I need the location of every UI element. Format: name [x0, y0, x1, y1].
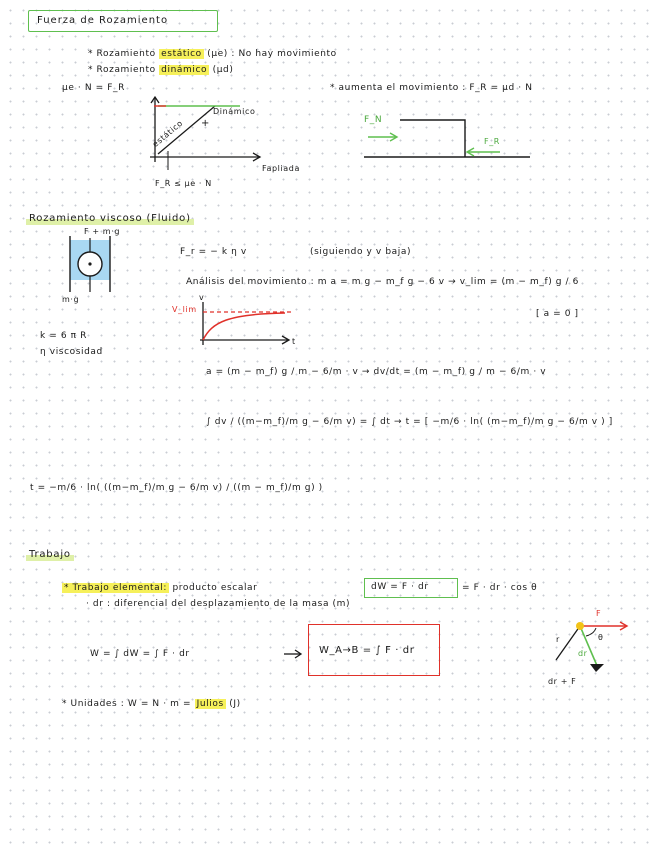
eq-work-integral: W = ∫ dW = ∫ F · dr [90, 649, 190, 659]
work-elemental-text: producto escalar [172, 583, 258, 593]
diag-f-label: F [596, 609, 602, 618]
eq-bracket: [ a = 0 ] [536, 309, 579, 319]
work-units-line [62, 700, 241, 710]
graph-label-static: estático [150, 118, 185, 149]
work-units-text: * Unidades : W = N · m = [62, 699, 195, 709]
eq-integral: ∫ dv / ((m−m_f)/m g − 6/m v) = ∫ dt → t = [ −m/6 · ln( (m−m_f)/m g − 6/m v ) ] [206, 417, 613, 427]
graph-t-label: t [292, 337, 296, 346]
eq-acceleration: a = (m − m_f) g / m − 6/m · v → dv/dt = (m − m_f) g / m − 6/m · v [206, 367, 547, 377]
mass-point [576, 622, 584, 630]
diag-dr-label: dr [578, 649, 588, 658]
work-units-suffix: (J) [229, 699, 241, 709]
work-dr-definition: · dr : diferencial del desplazamiento de la masa (m) [86, 599, 351, 609]
graph-label-dynamic: Dinámico [213, 107, 256, 116]
graph-x-label: Fapliada [262, 164, 300, 173]
work-elemental-tail: = F · dr · cos θ [462, 583, 538, 593]
bullet-dynamic-label: * Rozamiento [88, 65, 156, 75]
diag-theta-label: θ [598, 633, 604, 642]
bullet-dynamic-rest: (μd) [212, 65, 234, 75]
page-title: Fuerza de Rozamiento [37, 15, 169, 26]
work-elemental-box-text: dW = F · dr [371, 582, 429, 592]
work-units-highlight: Julios [196, 699, 224, 709]
note-movement: * aumenta el movimiento : F_R = μd · N [330, 83, 533, 93]
work-result-text: W_A→B = ∫ F · dr [319, 645, 415, 656]
bullet-static-rest: (μe) : No hay movimiento [207, 49, 337, 59]
work-elemental-highlight: * Trabajo elemental: [64, 583, 168, 593]
eq-mu: μe · N = F_R [62, 83, 125, 93]
eq-analysis: Análisis del movimiento : m a = m g − m_f g − 6 v → v_lim = (m − m_f) g / 6 [186, 277, 579, 287]
section-work-heading: Trabajo [26, 548, 74, 561]
diag-sum-label: dr + F [548, 677, 577, 686]
bullet-dynamic-highlight: dinámico [161, 65, 208, 75]
bullet-static-highlight: estático [161, 49, 202, 59]
graph-vlim-label: V_lim [172, 305, 197, 314]
k-definition: k = 6 π R [40, 331, 87, 341]
vector-dr-head [590, 664, 604, 672]
eq-viscous-note: (siguiendo y v baja) [310, 247, 412, 257]
svg-text:+: + [201, 118, 210, 129]
fig-top-force: F + m·g [84, 227, 121, 236]
eta-definition: η viscosidad [40, 347, 103, 357]
bullet-static-label: * Rozamiento [88, 49, 156, 59]
fig-bottom-force: m·g [62, 295, 80, 304]
graph-x-mark: F_R ≤ μe · N [155, 179, 212, 188]
diag-r-label: r [556, 635, 560, 644]
force-fr-label: F_R [484, 137, 500, 146]
graph-v-label: v [199, 293, 205, 302]
force-fn-label: F_N [364, 115, 383, 125]
eq-viscous-force: F_r = − k η v [180, 247, 247, 257]
eq-time: t = −m/6 · ln( ((m−m_f)/m g − 6/m v) / ((m − m_f)/m g) ) [30, 483, 323, 493]
vector-dr-arrow [580, 626, 598, 668]
section-viscous-heading: Rozamiento viscoso (Fluido) [26, 212, 194, 225]
